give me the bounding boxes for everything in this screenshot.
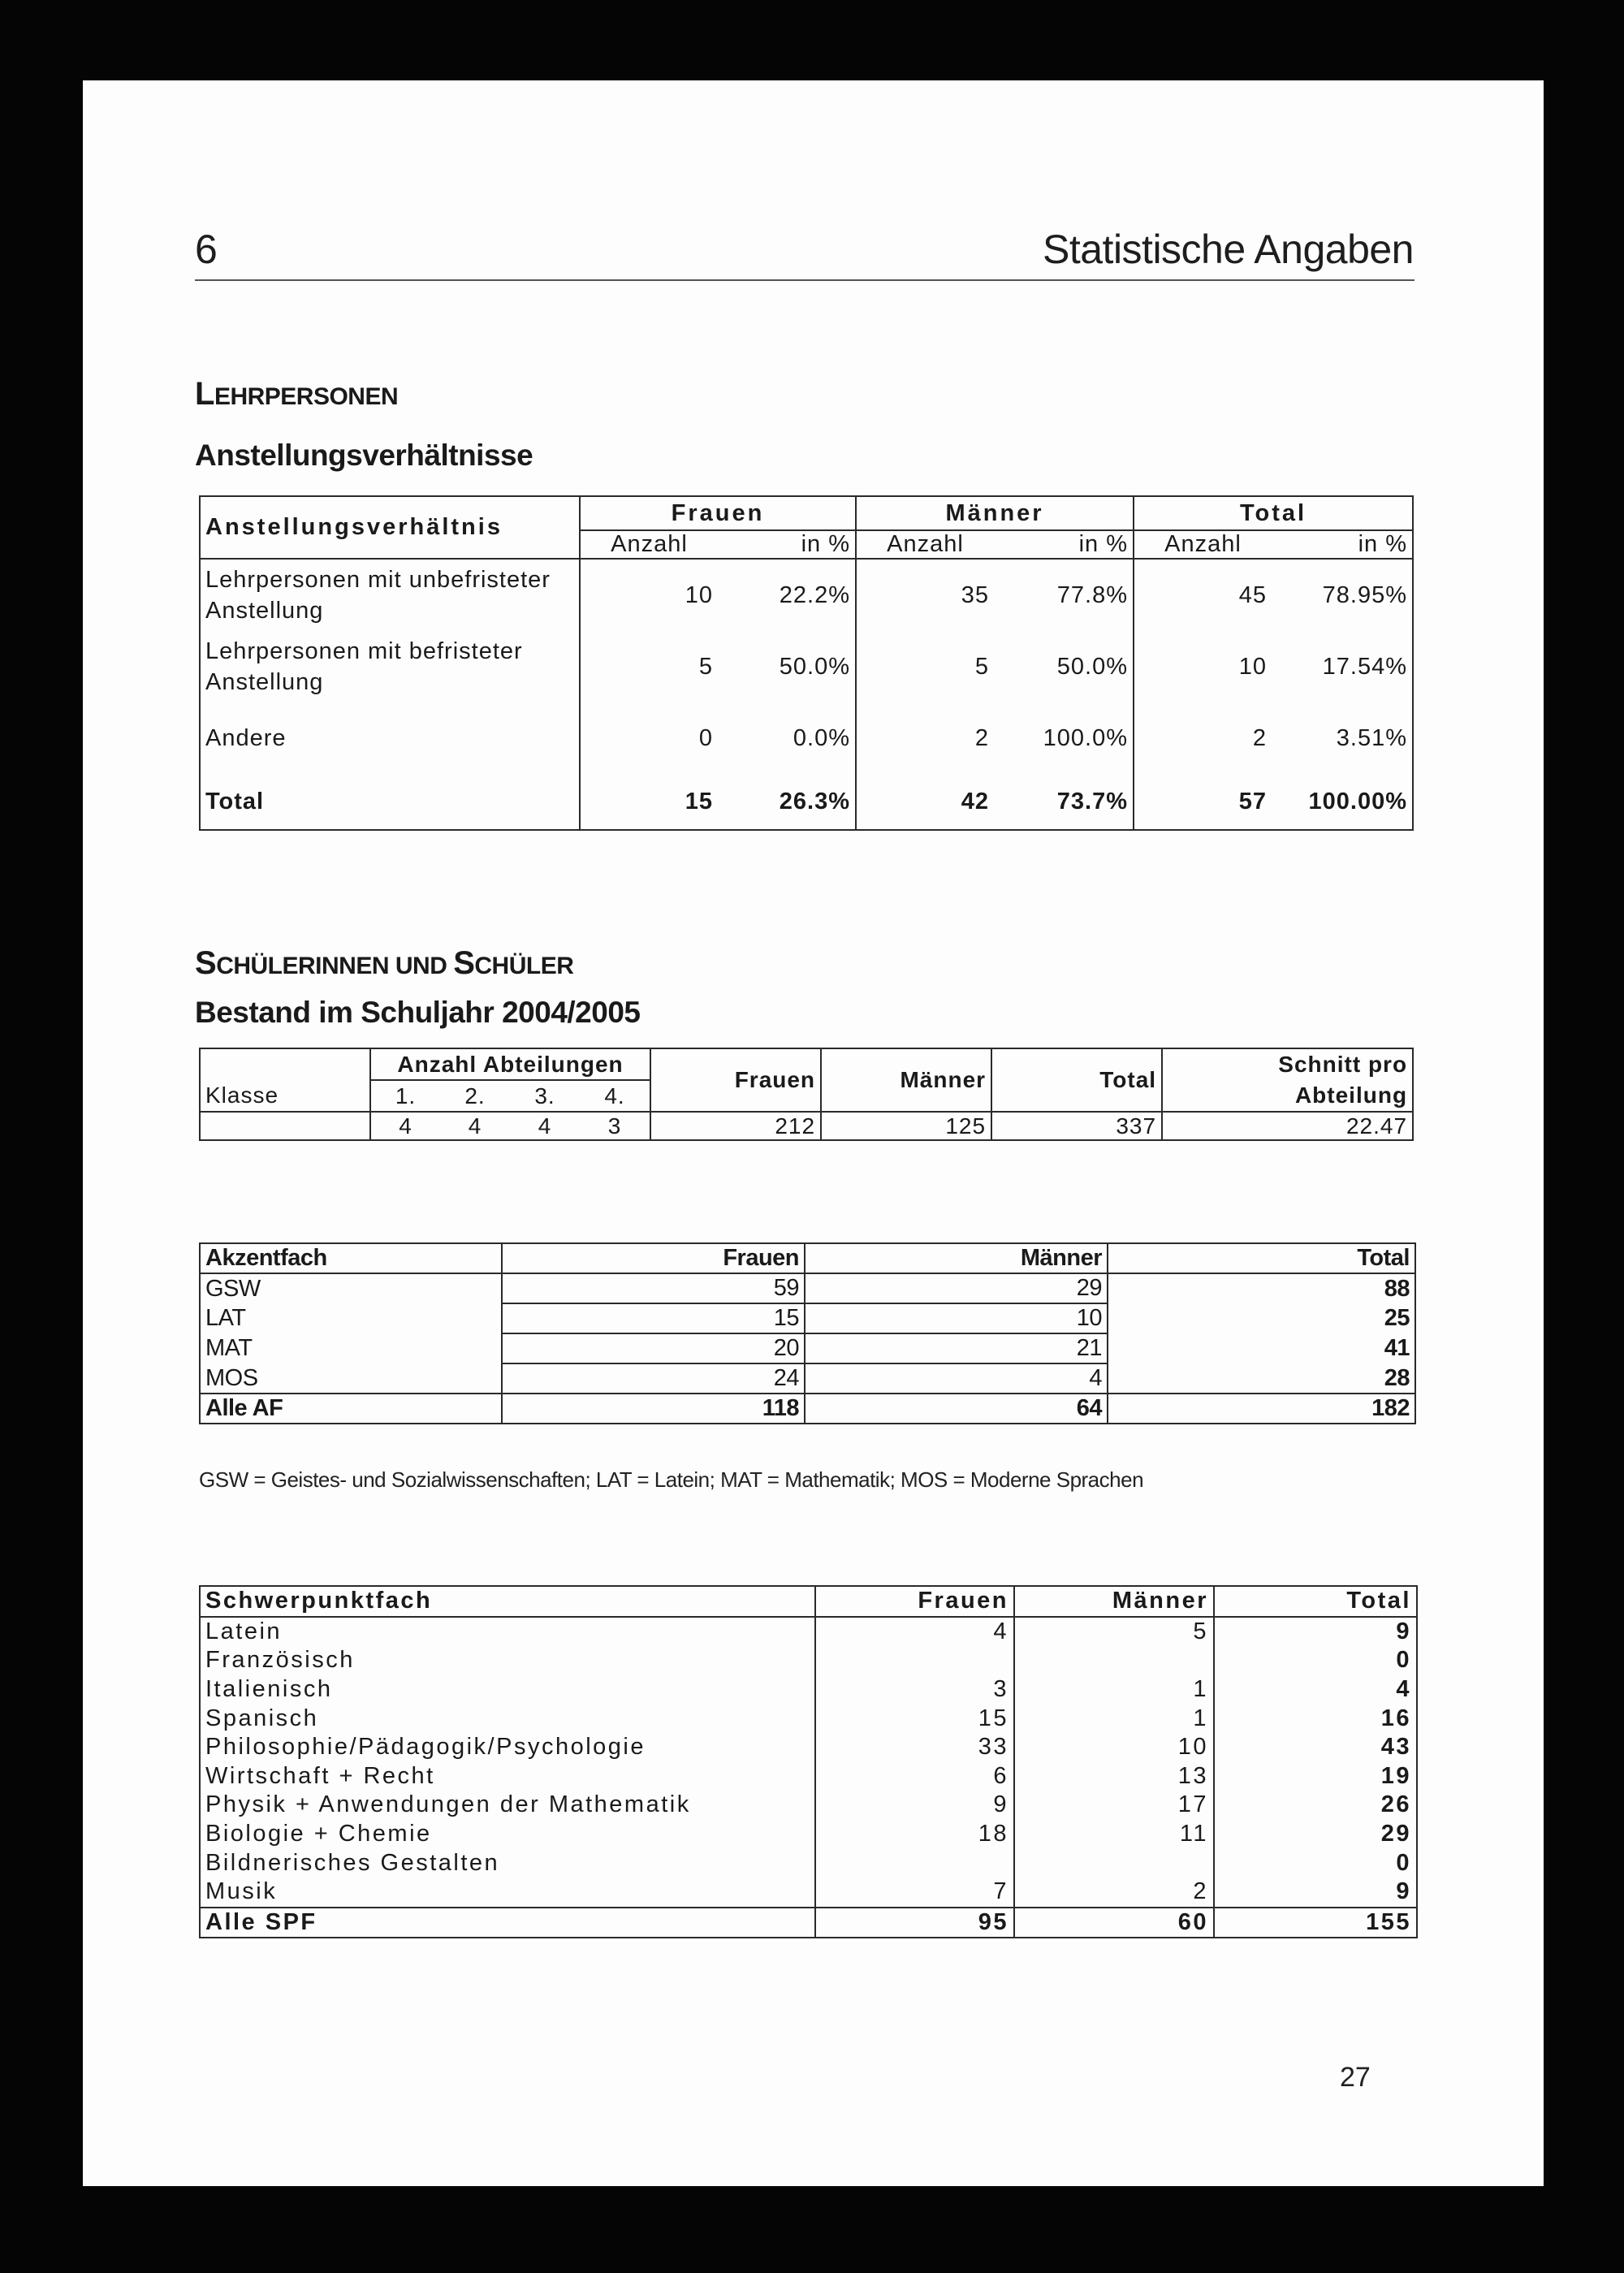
header-klasse: Klasse bbox=[200, 1080, 370, 1112]
total-value: 88 bbox=[1108, 1273, 1415, 1303]
header-frauen: Frauen bbox=[815, 1586, 1014, 1617]
total-value: 43 bbox=[1214, 1733, 1417, 1762]
page-number: 27 bbox=[1340, 2062, 1371, 2093]
table-row bbox=[200, 1273, 1415, 1303]
maenner-value: 64 bbox=[805, 1394, 1108, 1424]
header-anzahl-abteilungen: Anzahl Abteilungen bbox=[370, 1048, 650, 1080]
chapter-title: Statistische Angaben bbox=[1043, 227, 1414, 272]
fach-label: Alle SPF bbox=[200, 1908, 815, 1938]
table-row bbox=[200, 1848, 1417, 1878]
fach-label: Bildnerisches Gestalten bbox=[200, 1848, 815, 1878]
table-row bbox=[200, 1704, 1417, 1733]
abteilungen-grade-3: 4 bbox=[510, 1112, 580, 1140]
section-title-schueler bbox=[195, 944, 573, 986]
maenner-value: 17 bbox=[1014, 1791, 1214, 1820]
maenner-value: 10 bbox=[1014, 1733, 1214, 1762]
row-label: Lehrpersonen mit unbefristeter Anstellung bbox=[200, 559, 580, 631]
abteilungen-grade-2: 4 bbox=[440, 1112, 510, 1140]
row-label: Total bbox=[200, 774, 580, 830]
table-row bbox=[200, 559, 1413, 631]
total-value: 16 bbox=[1214, 1704, 1417, 1733]
maenner-value: 13 bbox=[1014, 1762, 1214, 1791]
frauen-count: 0 bbox=[580, 702, 718, 774]
header-grade-4: 4. bbox=[580, 1080, 650, 1112]
abteilungen-grade-4: 3 bbox=[580, 1112, 650, 1140]
chapter-number: 6 bbox=[195, 227, 218, 272]
header-total: Total bbox=[1134, 496, 1413, 530]
fach-label: LAT bbox=[200, 1303, 502, 1333]
frauen-value bbox=[815, 1848, 1014, 1878]
frauen-value: 95 bbox=[815, 1908, 1014, 1938]
footnote-abbreviations: GSW = Geistes- und Sozialwissenschaften; LAT = Latein; MAT = Mathematik; MOS = Moderne Sprachen bbox=[199, 1467, 1144, 1492]
total-value: 337 bbox=[991, 1112, 1162, 1140]
maenner-value: 29 bbox=[805, 1273, 1108, 1303]
table-row bbox=[200, 1675, 1417, 1705]
header-schwerpunktfach: Schwerpunktfach bbox=[200, 1586, 815, 1617]
frauen-value bbox=[815, 1646, 1014, 1675]
table-total-row bbox=[200, 774, 1413, 830]
header-grade-3: 3. bbox=[510, 1080, 580, 1112]
fach-label: GSW bbox=[200, 1273, 502, 1303]
frauen-value: 7 bbox=[815, 1878, 1014, 1908]
table-total-row bbox=[200, 1394, 1415, 1424]
maenner-value: 10 bbox=[805, 1303, 1108, 1333]
table-row bbox=[200, 1112, 1413, 1140]
frauen-value: 3 bbox=[815, 1675, 1014, 1705]
fach-label: Spanisch bbox=[200, 1704, 815, 1733]
table-row bbox=[200, 702, 1413, 774]
total-value: 0 bbox=[1214, 1848, 1417, 1878]
abteilungen-grade-1: 4 bbox=[370, 1112, 440, 1140]
subheader-anzahl: Anzahl bbox=[856, 530, 994, 559]
frauen-value: 20 bbox=[502, 1333, 805, 1363]
maenner-count: 2 bbox=[856, 702, 994, 774]
maenner-value: 11 bbox=[1014, 1820, 1214, 1849]
maenner-percent: 50.0% bbox=[994, 631, 1134, 702]
schnitt-value: 22.47 bbox=[1162, 1112, 1413, 1140]
fach-label: MAT bbox=[200, 1333, 502, 1363]
table-bestand bbox=[199, 1048, 1414, 1141]
subtitle-anstellungsverhaeltnisse: Anstellungsverhältnisse bbox=[195, 439, 533, 472]
frauen-count: 15 bbox=[580, 774, 718, 830]
subheader-percent: in % bbox=[994, 530, 1134, 559]
frauen-count: 10 bbox=[580, 559, 718, 631]
header-frauen: Frauen bbox=[502, 1243, 805, 1273]
header-anstellungsverhaeltnis: Anstellungsverhältnis bbox=[200, 496, 580, 559]
maenner-value bbox=[1014, 1646, 1214, 1675]
frauen-percent: 0.0% bbox=[718, 702, 856, 774]
fach-label: Italienisch bbox=[200, 1675, 815, 1705]
total-value: 155 bbox=[1214, 1908, 1417, 1938]
frauen-value: 9 bbox=[815, 1791, 1014, 1820]
frauen-value: 59 bbox=[502, 1273, 805, 1303]
frauen-value: 15 bbox=[502, 1303, 805, 1333]
table-row bbox=[200, 1733, 1417, 1762]
frauen-count: 5 bbox=[580, 631, 718, 702]
header-total: Total bbox=[991, 1048, 1162, 1112]
table-row bbox=[200, 1617, 1417, 1647]
section-title-initial: L bbox=[195, 376, 214, 412]
total-value: 29 bbox=[1214, 1820, 1417, 1849]
maenner-percent: 100.0% bbox=[994, 702, 1134, 774]
section-title-part: CHÜLER bbox=[474, 953, 574, 979]
maenner-percent: 73.7% bbox=[994, 774, 1134, 830]
maenner-value: 21 bbox=[805, 1333, 1108, 1363]
total-count: 10 bbox=[1134, 631, 1272, 702]
table-row bbox=[200, 1303, 1415, 1333]
maenner-value: 1 bbox=[1014, 1675, 1214, 1705]
fach-label: Biologie + Chemie bbox=[200, 1820, 815, 1849]
frauen-percent: 22.2% bbox=[718, 559, 856, 631]
total-percent: 3.51% bbox=[1272, 702, 1413, 774]
maenner-value: 5 bbox=[1014, 1617, 1214, 1647]
total-percent: 78.95% bbox=[1272, 559, 1413, 631]
total-count: 57 bbox=[1134, 774, 1272, 830]
maenner-value bbox=[1014, 1848, 1214, 1878]
frauen-percent: 50.0% bbox=[718, 631, 856, 702]
header-maenner: Männer bbox=[821, 1048, 991, 1112]
total-value: 9 bbox=[1214, 1617, 1417, 1647]
maenner-count: 42 bbox=[856, 774, 994, 830]
subheader-anzahl: Anzahl bbox=[580, 530, 718, 559]
fach-label: Physik + Anwendungen der Mathematik bbox=[200, 1791, 815, 1820]
header-grade-1: 1. bbox=[370, 1080, 440, 1112]
subheader-percent: in % bbox=[718, 530, 856, 559]
total-count: 2 bbox=[1134, 702, 1272, 774]
frauen-percent: 26.3% bbox=[718, 774, 856, 830]
total-count: 45 bbox=[1134, 559, 1272, 631]
table-anstellungsverhaeltnisse bbox=[199, 495, 1414, 831]
header-frauen: Frauen bbox=[580, 496, 856, 530]
document-page bbox=[83, 80, 1544, 2186]
total-value: 9 bbox=[1214, 1878, 1417, 1908]
maenner-value: 1 bbox=[1014, 1704, 1214, 1733]
klasse-value bbox=[200, 1112, 370, 1140]
table-row bbox=[200, 1646, 1417, 1675]
header-frauen: Frauen bbox=[650, 1048, 821, 1112]
table-row bbox=[200, 1762, 1417, 1791]
maenner-value: 125 bbox=[821, 1112, 991, 1140]
header-maenner: Männer bbox=[805, 1243, 1108, 1273]
header-akzentfach: Akzentfach bbox=[200, 1243, 502, 1273]
table-row bbox=[200, 1333, 1415, 1363]
subtitle-bestand: Bestand im Schuljahr 2004/2005 bbox=[195, 996, 641, 1029]
maenner-value: 4 bbox=[805, 1363, 1108, 1394]
frauen-value: 15 bbox=[815, 1704, 1014, 1733]
maenner-count: 35 bbox=[856, 559, 994, 631]
total-percent: 17.54% bbox=[1272, 631, 1413, 702]
header-schnitt-line1: Schnitt pro bbox=[1278, 1052, 1408, 1077]
table-row bbox=[200, 1820, 1417, 1849]
table-row bbox=[200, 631, 1413, 702]
section-title-lehrpersonen bbox=[195, 374, 398, 417]
total-value: 4 bbox=[1214, 1675, 1417, 1705]
subheader-anzahl: Anzahl bbox=[1134, 530, 1272, 559]
section-title-initial: S bbox=[453, 945, 475, 981]
total-value: 182 bbox=[1108, 1394, 1415, 1424]
fach-label: Latein bbox=[200, 1617, 815, 1647]
frauen-value: 18 bbox=[815, 1820, 1014, 1849]
frauen-value: 33 bbox=[815, 1733, 1014, 1762]
fach-label: Alle AF bbox=[200, 1394, 502, 1424]
section-title-part: CHÜLERINNEN UND bbox=[216, 953, 454, 979]
header-schnitt-pro-abteilung bbox=[1162, 1048, 1413, 1112]
maenner-percent: 77.8% bbox=[994, 559, 1134, 631]
table-row bbox=[200, 1878, 1417, 1908]
header-total: Total bbox=[1214, 1586, 1417, 1617]
total-value: 25 bbox=[1108, 1303, 1415, 1333]
frauen-value: 4 bbox=[815, 1617, 1014, 1647]
subheader-percent: in % bbox=[1272, 530, 1413, 559]
table-akzentfach bbox=[199, 1242, 1416, 1424]
frauen-value: 118 bbox=[502, 1394, 805, 1424]
total-value: 28 bbox=[1108, 1363, 1415, 1394]
fach-label: Wirtschaft + Recht bbox=[200, 1762, 815, 1791]
fach-label: Philosophie/Pädagogik/Psychologie bbox=[200, 1733, 815, 1762]
total-value: 0 bbox=[1214, 1646, 1417, 1675]
table-schwerpunktfach bbox=[199, 1585, 1418, 1938]
table-row bbox=[200, 1791, 1417, 1820]
total-percent: 100.00% bbox=[1272, 774, 1413, 830]
klasse-header-top bbox=[200, 1048, 370, 1080]
row-label: Andere bbox=[200, 702, 580, 774]
total-value: 19 bbox=[1214, 1762, 1417, 1791]
header-maenner: Männer bbox=[1014, 1586, 1214, 1617]
maenner-value: 2 bbox=[1014, 1878, 1214, 1908]
section-title-rest: EHRPERSONEN bbox=[214, 383, 399, 410]
frauen-value: 24 bbox=[502, 1363, 805, 1394]
maenner-value: 60 bbox=[1014, 1908, 1214, 1938]
table-row bbox=[200, 1363, 1415, 1394]
fach-label: Musik bbox=[200, 1878, 815, 1908]
frauen-value: 6 bbox=[815, 1762, 1014, 1791]
total-value: 26 bbox=[1214, 1791, 1417, 1820]
fach-label: MOS bbox=[200, 1363, 502, 1394]
header-total: Total bbox=[1108, 1243, 1415, 1273]
row-label: Lehrpersonen mit befristeter Anstellung bbox=[200, 631, 580, 702]
table-total-row bbox=[200, 1908, 1417, 1938]
header-schnitt-line2: Abteilung bbox=[1294, 1082, 1408, 1108]
total-value: 41 bbox=[1108, 1333, 1415, 1363]
maenner-count: 5 bbox=[856, 631, 994, 702]
fach-label: Französisch bbox=[200, 1646, 815, 1675]
frauen-value: 212 bbox=[650, 1112, 821, 1140]
header-grade-2: 2. bbox=[440, 1080, 510, 1112]
header-maenner: Männer bbox=[856, 496, 1134, 530]
section-title-initial: S bbox=[195, 945, 217, 981]
header-rule bbox=[195, 279, 1415, 281]
